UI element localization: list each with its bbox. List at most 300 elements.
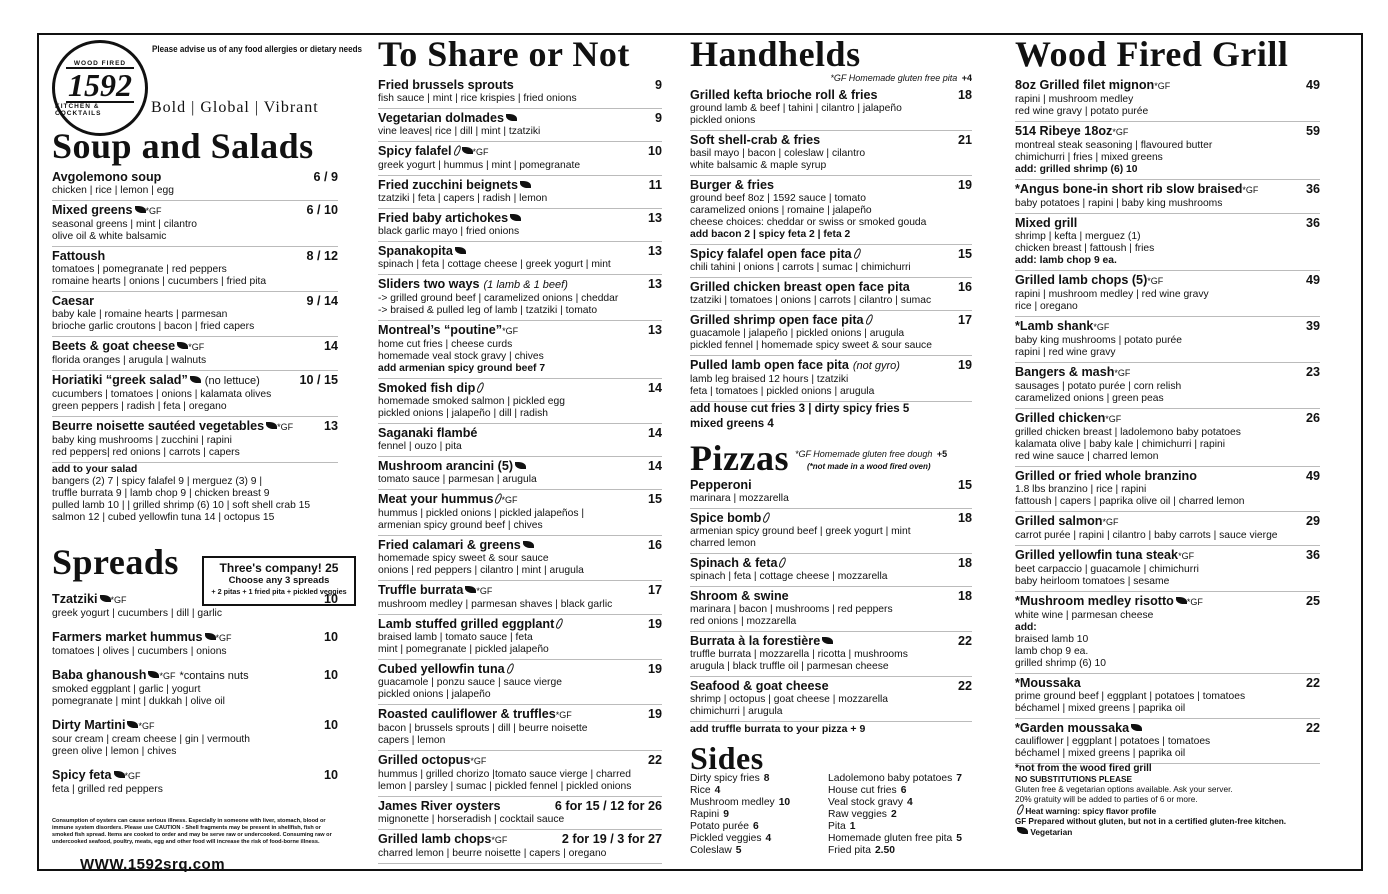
item-name: Spicy falafel *GF: [378, 144, 489, 158]
gluten-free-tag: *GF: [501, 495, 518, 505]
menu-item: [1015, 214, 1320, 271]
item-name: Grilled chicken*GF: [1015, 411, 1122, 425]
item-price: 15: [957, 247, 972, 261]
item-description: add:: [1015, 622, 1037, 633]
side-item: Coleslaw 5: [690, 845, 742, 856]
item-name: Grilled octopus*GF: [378, 753, 487, 767]
menu-item: [1015, 409, 1320, 467]
item-name: *Angus bone-in short rib slow braised*GF: [1015, 182, 1259, 196]
vegetarian-icon: [127, 721, 138, 728]
item-description: charred lemon: [690, 538, 756, 549]
item-name: Grilled or fried whole branzino: [1015, 469, 1197, 483]
menu-item: [1015, 180, 1320, 214]
item-description: white balsamic & maple syrup: [690, 160, 827, 171]
menu-item: [1015, 467, 1320, 512]
item-description: shrimp | kefta | merguez (1): [1015, 231, 1141, 242]
item-description: truffle burrata | mozzarella | ricotta | mushrooms: [690, 649, 908, 660]
item-name: Beurre noisette sautéed vegetables *GF: [52, 419, 294, 433]
item-name: Horiatiki “greek salad” (no lettuce): [52, 373, 260, 387]
vegetarian-icon: [1176, 597, 1187, 604]
item-price: 8 / 12: [306, 249, 338, 263]
item-price: 18: [957, 556, 972, 570]
item-description: baby potatoes | rapini | baby king mushrooms: [1015, 198, 1223, 209]
item-price: 36: [1305, 216, 1320, 230]
item-price: 6 / 9: [313, 170, 338, 184]
menu-item: [378, 321, 662, 379]
menu-item: [1015, 592, 1320, 674]
item-price: 22: [1305, 676, 1320, 690]
item-price: 49: [1305, 469, 1320, 483]
item-price: 22: [957, 634, 972, 648]
item-name: Grilled kefta brioche roll & fries: [690, 88, 878, 102]
item-description: mint | pomegranate | pickled jalapeño: [378, 644, 549, 655]
item-description: baby heirloom tomatoes | sesame: [1015, 576, 1170, 587]
vegetarian-icon: [523, 541, 534, 548]
item-description: pickled onions | jalapeño | dill | radish: [378, 408, 549, 419]
item-price: 16: [957, 280, 972, 294]
item-price: 26: [1305, 411, 1320, 425]
item-name: Baba ghanoush *GF *contains nuts: [52, 668, 249, 682]
item-description: béchamel | mixed greens | paprika oil: [1015, 748, 1186, 759]
item-name: Grilled salmon*GF: [1015, 514, 1119, 528]
item-description: hummus | pickled onions | pickled jalapeños |: [378, 508, 585, 519]
item-price: 14: [647, 381, 662, 395]
vegetarian-icon: [822, 637, 833, 644]
spicy-icon: [853, 247, 862, 259]
item-description: chimichurri | arugula: [690, 706, 783, 717]
vegetarian-icon: [1131, 724, 1142, 731]
grill-list: [1015, 76, 1320, 764]
item-name: Mixed grill: [1015, 216, 1078, 230]
gluten-free-tag: *GF: [470, 756, 487, 766]
menu-item: [690, 356, 972, 402]
vegetarian-icon: [135, 206, 146, 213]
item-description: tomatoes | pomegranate | red peppers: [52, 264, 227, 275]
gluten-free-tag: *GF: [110, 595, 127, 605]
pizza-addon: add truffle burrata to your pizza + 9: [690, 723, 866, 735]
item-description: caramelized onions | green peas: [1015, 393, 1164, 404]
website-link[interactable]: WWW.1592srq.com: [80, 856, 226, 873]
item-name: Fried brussels sprouts: [378, 78, 514, 92]
addon-line: pulled lamb 10 | | grilled shrimp (6) 10 | soft shell crab 15: [52, 500, 311, 511]
item-description: pickled fennel | homemade spicy sweet & sour sauce: [690, 340, 932, 351]
item-description: braised lamb 10: [1015, 634, 1089, 645]
menu-item: [690, 677, 972, 722]
item-name: Montreal’s “poutine”*GF: [378, 323, 519, 337]
item-description: white wine | parmesan cheese: [1015, 610, 1154, 621]
item-description: bacon | brussels sprouts | dill | beurre noisette: [378, 723, 588, 734]
item-price: 16: [647, 538, 662, 552]
item-name: Dirty Martini *GF: [52, 718, 155, 732]
item-description: chimichurri | fries | mixed greens: [1015, 152, 1163, 163]
gluten-free-tag: *GF: [1105, 414, 1122, 424]
item-price: 13: [647, 244, 662, 258]
item-description: marinara | mozzarella: [690, 493, 789, 504]
item-price: 36: [1305, 548, 1320, 562]
salad-addons-list: [52, 476, 338, 524]
item-price: 22: [957, 679, 972, 693]
item-description: basil mayo | bacon | coleslaw | cilantro: [690, 148, 866, 159]
menu-item: [52, 666, 338, 716]
item-name: Bangers & mash*GF: [1015, 365, 1131, 379]
menu-item: [378, 581, 662, 615]
menu-item: [1015, 122, 1320, 180]
item-description: ground beef 8oz | 1592 sauce | tomato: [690, 193, 866, 204]
menu-item: [378, 457, 662, 490]
gluten-free-tag: *GF: [502, 326, 519, 336]
item-price: 6 for 15 / 12 for 26: [554, 799, 662, 813]
item-name: Spice bomb: [690, 511, 769, 526]
item-description: beet carpaccio | guacamole | chimichurri: [1015, 564, 1199, 575]
item-description: guacamole | ponzu sauce | sauce vierge: [378, 677, 562, 688]
item-description: -> braised & pulled leg of lamb | tzatziki | tomato: [378, 305, 598, 316]
item-description: feta | grilled red peppers: [52, 784, 163, 795]
item-price: 13: [647, 323, 662, 337]
item-name: Farmers market hummus *GF: [52, 630, 232, 644]
vegetarian-icon: [100, 595, 111, 602]
item-description: kalamata olive | baby kale | chimichurri | rapini: [1015, 439, 1226, 450]
item-description: add armenian spicy ground beef 7: [378, 363, 546, 374]
item-description: pomegranate | mint | dukkah | olive oil: [52, 696, 225, 707]
item-name: *Moussaka: [1015, 676, 1081, 690]
section-title-pizzas: Pizzas: [690, 438, 789, 478]
item-name: Grilled lamb chops*GF: [378, 832, 508, 846]
item-name: Fried calamari & greens: [378, 538, 534, 553]
section-title-share: To Share or Not: [378, 34, 630, 74]
item-price: 15: [957, 478, 972, 492]
food-safety-disclaimer: Consumption of oysters can cause serious illness. Especially in someone with liver, stomach, blood or immune system disorders. Please use CAUTION - Shell fragments may be present in shellfish, fish or smoked fish spread. Items are cooked to order and may be serve raw or undercooked. Consuming raw or undercooked seafood, poultry, meats, egg and other food will increase the risk of food-borne illness.: [52, 818, 332, 845]
gluten-free-tag: *GF: [555, 710, 572, 720]
item-price: 59: [1305, 124, 1320, 138]
item-description: chicken | rice | lemon | egg: [52, 185, 174, 196]
side-item: Pita 1: [828, 821, 856, 832]
item-description: grilled shrimp (6) 10: [1015, 658, 1106, 669]
item-description: armenian spicy ground beef | chives: [378, 520, 543, 531]
menu-item: [690, 176, 972, 245]
gluten-free-tag: *GF: [1102, 517, 1119, 527]
item-price: 23: [1305, 365, 1320, 379]
vegetarian-icon: [506, 114, 517, 121]
item-name: James River oysters: [378, 799, 501, 813]
gluten-free-tag: *GF: [1186, 597, 1203, 607]
menu-item: [1015, 76, 1320, 122]
vegetarian-icon: [1017, 827, 1028, 834]
item-price: 10: [323, 768, 338, 782]
threes-company-box: Three's company! 25 Choose any 3 spreads + 2 pitas + 1 fried pita + pickled veggies: [202, 556, 356, 606]
vegetarian-icon: [510, 214, 521, 221]
item-description: lamb chop 9 ea.: [1015, 646, 1089, 657]
vegetarian-icon: [515, 462, 526, 469]
item-description: smoked eggplant | garlic | yogurt: [52, 684, 201, 695]
side-item: House cut fries 6: [828, 785, 907, 796]
menu-item: [378, 705, 662, 751]
vegetarian-icon: [148, 671, 159, 678]
item-name: Pepperoni: [690, 478, 752, 492]
item-description: fattoush | capers | paprika olive oil | charred lemon: [1015, 496, 1245, 507]
item-price: 22: [647, 753, 662, 767]
gluten-free-tag: *GF: [1114, 368, 1131, 378]
item-price: 25: [1305, 594, 1320, 608]
item-price: 29: [1305, 514, 1320, 528]
item-description: shrimp | octopus | goat cheese | mozzarella: [690, 694, 889, 705]
menu-item: [690, 278, 972, 311]
item-description: cucumbers | tomatoes | onions | kalamata olives: [52, 389, 272, 400]
item-name: Roasted cauliflower & truffles*GF: [378, 707, 572, 721]
item-description: armenian spicy ground beef | greek yogurt | mint: [690, 526, 911, 537]
menu-item: [52, 292, 338, 337]
item-price: 11: [648, 178, 662, 192]
side-item: Dirty spicy fries 8: [690, 773, 770, 784]
spicy-icon: [452, 144, 461, 156]
item-description: marinara | bacon | mushrooms | red peppers: [690, 604, 893, 615]
handhelds-addon-2: mixed greens 4: [690, 418, 774, 430]
column-share: [378, 36, 662, 864]
item-price: 49: [1305, 78, 1320, 92]
gluten-free-tag: *GF: [1112, 127, 1129, 137]
item-description: pickled onions: [690, 115, 756, 126]
section-title-soup: Soup and Salads: [52, 126, 314, 166]
item-name: Grilled chicken breast open face pita: [690, 280, 910, 294]
item-description: spinach | feta | cottage cheese | greek yogurt | mint: [378, 259, 611, 270]
handhelds-gf-note: *GF Homemade gluten free pita +4: [830, 73, 972, 83]
item-name: Burger & fries: [690, 178, 774, 192]
item-description: red wine gravy | potato purée: [1015, 106, 1149, 117]
side-item: Raw veggies 2: [828, 809, 897, 820]
item-description: 1.8 lbs branzino | rice | rapini: [1015, 484, 1147, 495]
addon-line: truffle burrata 9 | lamb chop 9 | chicken breast 9: [52, 488, 270, 499]
item-description: tomato sauce | parmesan | arugula: [378, 474, 537, 485]
gluten-free-tag: *GF: [215, 633, 232, 643]
item-name: 8oz Grilled filet mignon*GF: [1015, 78, 1171, 92]
gluten-free-tag: *GF: [188, 342, 205, 352]
item-description: mushroom medley | parmesan shaves | black garlic: [378, 599, 613, 610]
item-name: Mixed greens *GF: [52, 203, 162, 217]
item-name: Sliders two ways (1 lamb & 1 beef): [378, 277, 568, 291]
item-description: tzatziki | feta | capers | radish | lemon: [378, 193, 548, 204]
item-price: 18: [957, 88, 972, 102]
item-description: green peppers | radish | feta | oregano: [52, 401, 227, 412]
item-description: baby king mushrooms | zucchini | rapini: [52, 435, 232, 446]
item-name: Fattoush: [52, 249, 106, 263]
menu-item: [52, 628, 338, 666]
item-price: 9: [654, 111, 662, 125]
item-description: rapini | mushroom medley | red wine gravy: [1015, 289, 1209, 300]
item-name: Smoked fish dip: [378, 381, 483, 396]
side-item: Homemade gluten free pita 5: [828, 833, 962, 844]
item-name: *Garden moussaka: [1015, 721, 1142, 736]
item-description: mignonette | horseradish | cocktail sauce: [378, 814, 565, 825]
menu-item: [52, 716, 338, 766]
menu-item: [378, 615, 662, 660]
vegetarian-icon: [190, 376, 201, 383]
item-description: chicken breast | fattoush | fries: [1015, 243, 1155, 254]
menu-item: [52, 417, 338, 463]
menu-item: [52, 337, 338, 371]
menu-item: [378, 797, 662, 830]
item-description: baby king mushrooms | potato purée: [1015, 335, 1182, 346]
menu-item: [378, 751, 662, 797]
item-description: caramelized onions | romaine | jalapeño: [690, 205, 872, 216]
item-price: 13: [647, 277, 662, 291]
item-name: Grilled shrimp open face pita: [690, 313, 872, 328]
menu-item: [378, 76, 662, 109]
item-price: 21: [957, 133, 972, 147]
spreads-list: [52, 590, 338, 804]
item-description: fish sauce | mint | rice krispies | fried onions: [378, 93, 577, 104]
menu-item: [378, 660, 662, 705]
item-name: 514 Ribeye 18oz*GF: [1015, 124, 1129, 138]
item-price: 10 / 15: [299, 373, 338, 387]
salad-addons: add to your salad bangers (2) 7 | spicy falafel 9 | merguez (3) 9 | truffle burrata 9 | lamb chop 9 | chicken breast 9 pulled lamb 10 | | grilled shrimp (6) 10 | soft shell crab 15 salmon 12 | cubed yellowfin tuna 14 | octopus 15: [52, 464, 338, 524]
side-item: Rapini 9: [690, 809, 729, 820]
sides-list: [690, 773, 972, 857]
item-price: 9 / 14: [306, 294, 338, 308]
item-name: *Lamb shank*GF: [1015, 319, 1110, 333]
handhelds-addon-1: add house cut fries 3 | dirty spicy fries 5: [690, 403, 910, 415]
item-description: brioche garlic croutons | bacon | fried capers: [52, 321, 255, 332]
menu-item: [1015, 546, 1320, 592]
item-description: arugula | black truffle oil | parmesan cheese: [690, 661, 889, 672]
item-price: 13: [647, 211, 662, 225]
pizza-list: [690, 476, 972, 722]
item-description: homemade smoked salmon | pickled egg: [378, 396, 565, 407]
item-price: 39: [1305, 319, 1320, 333]
item-description: capers | lemon: [378, 735, 446, 746]
item-description: romaine hearts | onions | cucumbers | fried pita: [52, 276, 267, 287]
item-description: cheese choices: cheddar or swiss or smoked gouda: [690, 217, 927, 228]
item-name: Fried baby artichokes: [378, 211, 521, 226]
side-item: Mushroom medley 10: [690, 797, 791, 808]
menu-item: [1015, 674, 1320, 719]
addon-line: bangers (2) 7 | spicy falafel 9 | merguez (3) 9 |: [52, 476, 263, 487]
item-price: 19: [957, 358, 972, 372]
item-description: homemade veal stock gravy | chives: [378, 351, 544, 362]
menu-item: [378, 275, 662, 321]
item-name: Grilled yellowfin tuna steak*GF: [1015, 548, 1195, 562]
item-description: seasonal greens | mint | cilantro: [52, 219, 198, 230]
item-price: 10: [323, 718, 338, 732]
menu-item: [690, 632, 972, 677]
item-description: lemon | parsley | sumac | pickled fennel | pickled onions: [378, 781, 632, 792]
menu-item: [690, 587, 972, 632]
item-name: Mushroom arancini (5): [378, 459, 526, 474]
section-title-spreads: Spreads: [52, 542, 179, 582]
menu-item: [378, 209, 662, 242]
item-description: greek yogurt | hummus | mint | pomegranate: [378, 160, 581, 171]
item-description: red wine sauce | charred lemon: [1015, 451, 1159, 462]
item-description: red onions | mozzarella: [690, 616, 797, 627]
item-description: greek yogurt | cucumbers | dill | garlic: [52, 608, 222, 619]
gluten-free-tag: *GF: [472, 147, 489, 157]
item-price: 18: [957, 511, 972, 525]
menu-item: [52, 168, 338, 201]
item-price: 17: [647, 583, 662, 597]
pizzas-header: Pizzas *GF Homemade gluten free dough +5 (*not made in a wood fired oven): [690, 438, 948, 478]
item-price: 14: [647, 426, 662, 440]
column-soup-spreads: [52, 128, 338, 846]
gluten-free-tag: *GF: [145, 206, 162, 216]
item-description: carrot purée | rapini | cilantro | baby carrots | sauce vierge: [1015, 530, 1278, 541]
gluten-free-tag: *GF: [159, 671, 176, 681]
item-description: home cut fries | cheese curds: [378, 339, 513, 350]
gluten-free-tag: *GF: [277, 422, 294, 432]
item-price: 22: [1305, 721, 1320, 735]
item-description: lamb leg braised 12 hours | tzatziki: [690, 374, 849, 385]
item-description: rapini | red wine gravy: [1015, 347, 1116, 358]
handhelds-list: [690, 86, 972, 402]
menu-item: [690, 476, 972, 509]
item-price: 2 for 19 / 3 for 27: [561, 832, 662, 846]
menu-item: [378, 424, 662, 457]
section-title-handhelds: Handhelds: [690, 34, 861, 74]
gluten-free-tag: *GF: [1093, 322, 1110, 332]
item-name: Grilled lamb chops (5)*GF: [1015, 273, 1164, 287]
item-price: 14: [647, 459, 662, 473]
item-description: feta | tomatoes | pickled onions | arugula: [690, 386, 875, 397]
item-name: Tzatziki *GF: [52, 592, 127, 606]
item-price: 14: [323, 339, 338, 353]
menu-item: [690, 245, 972, 278]
vegetarian-icon: [465, 586, 476, 593]
item-description: olive oil & white balsamic: [52, 231, 167, 242]
item-price: 19: [647, 617, 662, 631]
item-description: béchamel | mixed greens | paprika oil: [1015, 703, 1186, 714]
spicy-icon: [506, 662, 515, 674]
gluten-free-tag: *GF: [124, 771, 141, 781]
restaurant-logo: WOOD FIRED 1592 KITCHEN & COCKTAILS: [52, 40, 148, 136]
item-description: sausages | potato purée | corn relish: [1015, 381, 1182, 392]
menu-item: [690, 554, 972, 587]
gluten-free-tag: *GF: [491, 835, 508, 845]
item-description: tomatoes | olives | cucumbers | onions: [52, 646, 227, 657]
vegetarian-icon: [205, 633, 216, 640]
side-item: Potato purée 6: [690, 821, 759, 832]
item-description: add bacon 2 | spicy feta 2 | feta 2: [690, 229, 851, 240]
item-description: rapini | mushroom medley: [1015, 94, 1134, 105]
item-price: 10: [323, 592, 338, 606]
menu-item: [52, 371, 338, 417]
menu-item: [52, 766, 338, 804]
item-name: Lamb stuffed grilled eggplant: [378, 617, 562, 632]
menu-item: [690, 131, 972, 176]
item-price: 17: [957, 313, 972, 327]
item-description: baby kale | romaine hearts | parmesan: [52, 309, 228, 320]
menu-item: [1015, 271, 1320, 317]
item-description: guacamole | jalapeño | pickled onions | arugula: [690, 328, 905, 339]
item-name: Soft shell-crab & fries: [690, 133, 821, 147]
menu-item: [378, 536, 662, 581]
menu-item: [378, 176, 662, 209]
item-description: green olive | lemon | chives: [52, 746, 177, 757]
menu-item: [1015, 512, 1320, 546]
item-description: tzatziki | tomatoes | onions | carrots | cilantro | sumac: [690, 295, 932, 306]
vegetarian-icon: [114, 771, 125, 778]
item-price: 10: [647, 144, 662, 158]
item-name: Spicy feta *GF: [52, 768, 141, 782]
item-description: montreal steak seasoning | flavoured butter: [1015, 140, 1213, 151]
spicy-icon: [762, 511, 771, 523]
item-price: 10: [323, 668, 338, 682]
item-name: Spinach & feta: [690, 556, 785, 571]
item-price: 49: [1305, 273, 1320, 287]
menu-item: [52, 201, 338, 247]
item-price: 36: [1305, 182, 1320, 196]
item-name: Beets & goat cheese *GF: [52, 339, 205, 353]
item-price: 18: [957, 589, 972, 603]
spicy-icon: [1016, 803, 1025, 815]
item-description: braised lamb | tomato sauce | feta: [378, 632, 533, 643]
gluten-free-tag: *GF: [476, 586, 493, 596]
